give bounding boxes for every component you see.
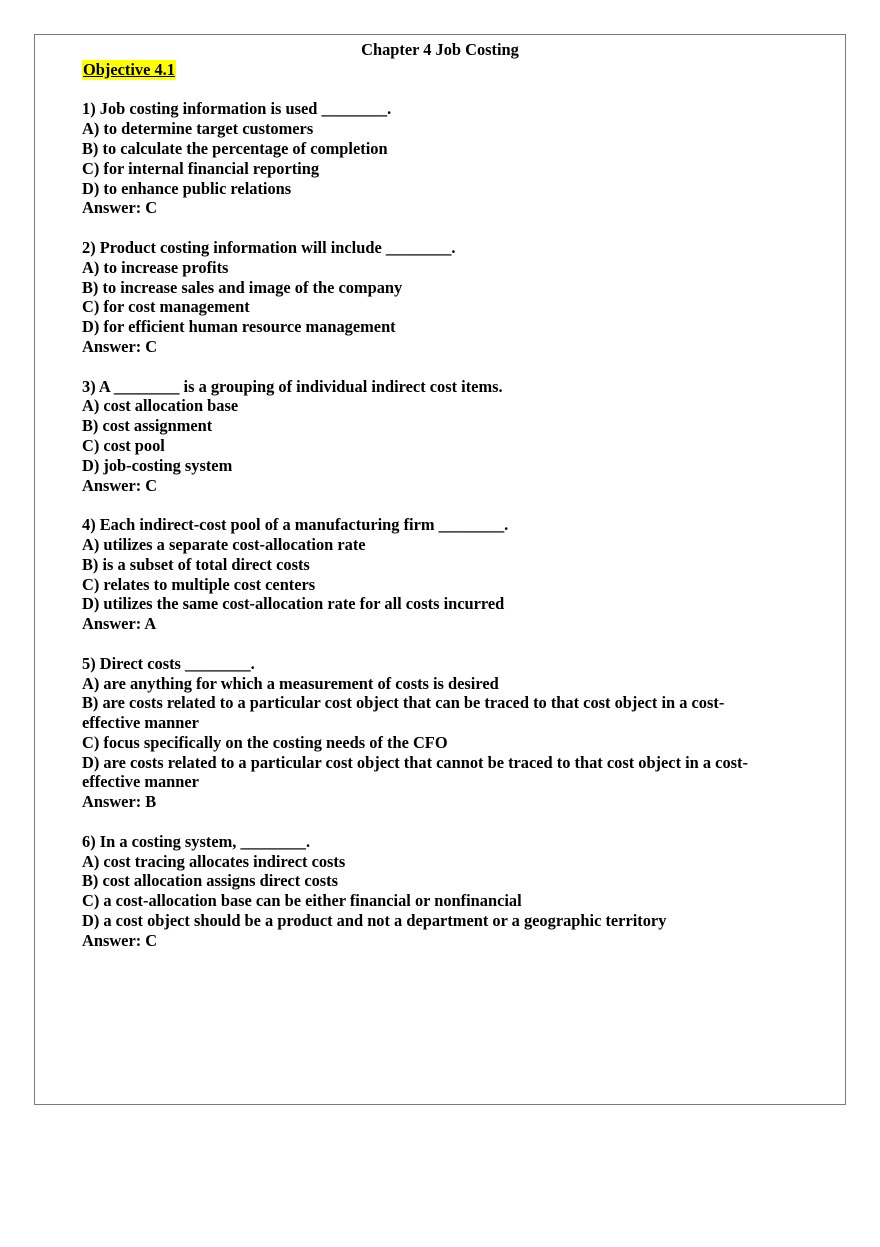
option-a: A) are anything for which a measurement of costs is desired bbox=[82, 673, 499, 693]
option-b: B) to calculate the percentage of completion bbox=[82, 138, 388, 158]
answer: Answer: C bbox=[82, 336, 158, 356]
question-stem: 5) Direct costs ________. bbox=[82, 653, 255, 673]
objective-heading: Objective 4.1 bbox=[83, 59, 175, 79]
question-stem: 6) In a costing system, ________. bbox=[82, 831, 311, 851]
option-d: D) are costs related to a particular cost object that cannot be traced to that cost object in a cost-effective manner bbox=[82, 752, 748, 792]
option-c: C) a cost-allocation base can be either financial or nonfinancial bbox=[82, 891, 522, 911]
question-4 bbox=[82, 515, 782, 634]
question-stem: 4) Each indirect-cost pool of a manufacturing firm ________. bbox=[82, 515, 509, 535]
option-d: D) for efficient human resource management bbox=[82, 317, 396, 337]
option-d: D) job-costing system bbox=[82, 455, 233, 475]
question-stem: 3) A ________ is a grouping of individual indirect cost items. bbox=[82, 376, 503, 396]
question-2 bbox=[82, 238, 782, 357]
option-c: C) focus specifically on the costing needs of the CFO bbox=[82, 732, 448, 752]
question-stem: 2) Product costing information will include ________. bbox=[82, 237, 456, 257]
question-stem: 1) Job costing information is used ________. bbox=[82, 99, 392, 119]
answer: Answer: B bbox=[82, 792, 157, 812]
answer: Answer: A bbox=[82, 614, 157, 634]
question-5 bbox=[82, 654, 782, 812]
answer: Answer: C bbox=[82, 930, 158, 950]
option-c: C) cost pool bbox=[82, 435, 165, 455]
page-title: Chapter 4 Job Costing bbox=[361, 40, 519, 59]
option-b: B) cost assignment bbox=[82, 416, 213, 436]
option-a: A) utilizes a separate cost-allocation rate bbox=[82, 534, 366, 554]
option-d: D) utilizes the same cost-allocation rate for all costs incurred bbox=[82, 594, 505, 614]
answer: Answer: C bbox=[82, 475, 158, 495]
option-d: D) a cost object should be a product and not a department or a geographic territory bbox=[82, 911, 667, 931]
option-a: A) to increase profits bbox=[82, 257, 229, 277]
document-content bbox=[82, 40, 782, 951]
answer: Answer: C bbox=[82, 198, 158, 218]
option-c: C) for internal financial reporting bbox=[82, 158, 320, 178]
option-a: A) cost tracing allocates indirect costs bbox=[82, 851, 346, 871]
option-a: A) cost allocation base bbox=[82, 396, 239, 416]
option-c: C) for cost management bbox=[82, 297, 250, 317]
option-d: D) to enhance public relations bbox=[82, 178, 292, 198]
question-3 bbox=[82, 377, 782, 496]
option-a: A) to determine target customers bbox=[82, 119, 314, 139]
option-b: B) cost allocation assigns direct costs bbox=[82, 871, 339, 891]
question-6 bbox=[82, 832, 782, 951]
option-b: B) are costs related to a particular cost object that can be traced to that cost object in a cost-effective manner bbox=[82, 693, 725, 733]
option-c: C) relates to multiple cost centers bbox=[82, 574, 316, 594]
option-b: B) to increase sales and image of the company bbox=[82, 277, 403, 297]
question-1 bbox=[82, 99, 782, 218]
option-b: B) is a subset of total direct costs bbox=[82, 554, 310, 574]
